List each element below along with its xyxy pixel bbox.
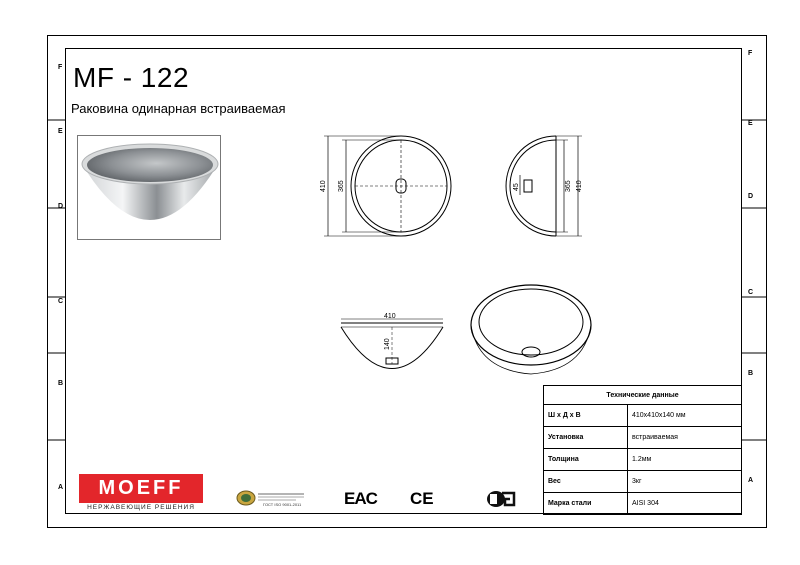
dim-side-inner: 365 [565, 180, 572, 192]
tech-label-install: Установка [544, 427, 628, 449]
tech-label-steel: Марка стали [544, 493, 628, 515]
dim-side-outer: 410 [576, 180, 583, 192]
tech-value-install: встраиваемая [628, 427, 742, 449]
zone-right-a: A [748, 477, 754, 484]
ce-mark: CE [410, 489, 434, 508]
dim-top-outer: 410 [320, 180, 327, 192]
product-subtitle: Раковина одинарная встраиваемая [71, 101, 286, 116]
zone-right-c: C [748, 289, 754, 296]
pct-mark-icon [484, 489, 516, 509]
zone-left-e: E [58, 128, 63, 135]
tech-value-thickness: 1.2мм [628, 449, 742, 471]
zone-left-b: B [58, 380, 64, 387]
tech-label-dims: Ш x Д x В [544, 405, 628, 427]
zone-right-b: B [748, 370, 754, 377]
dim-front-height: 140 [384, 338, 391, 350]
zone-right-e: E [748, 120, 753, 127]
iso-caption: ГОСТ ISO 9001-2011 [263, 502, 302, 507]
moeff-logo: MOEFF [79, 474, 203, 503]
zone-left-f: F [58, 64, 63, 71]
eac-mark: EAC [344, 489, 377, 508]
zone-right-d: D [748, 193, 754, 200]
dim-side-depth: 45 [513, 183, 520, 191]
zone-left-d: D [58, 203, 64, 210]
dim-front-width: 410 [384, 313, 396, 320]
dim-top-inner: 365 [338, 180, 345, 192]
tech-value-steel: AISI 304 [628, 493, 742, 515]
tech-label-weight: Вес [544, 471, 628, 493]
tech-table-header: Технические данные [544, 386, 742, 405]
tech-label-thickness: Толщина [544, 449, 628, 471]
zone-left-a: A [58, 484, 64, 491]
tech-value-weight: 3кг [628, 471, 742, 493]
model-title: MF - 122 [73, 62, 190, 93]
zone-right-f: F [748, 50, 753, 57]
moeff-tagline: НЕРЖАВЕЮЩИЕ РЕШЕНИЯ [87, 504, 195, 511]
zone-left-c: C [58, 298, 64, 305]
tech-data-table [543, 385, 742, 515]
tech-value-dims: 410x410x140 мм [628, 405, 742, 427]
